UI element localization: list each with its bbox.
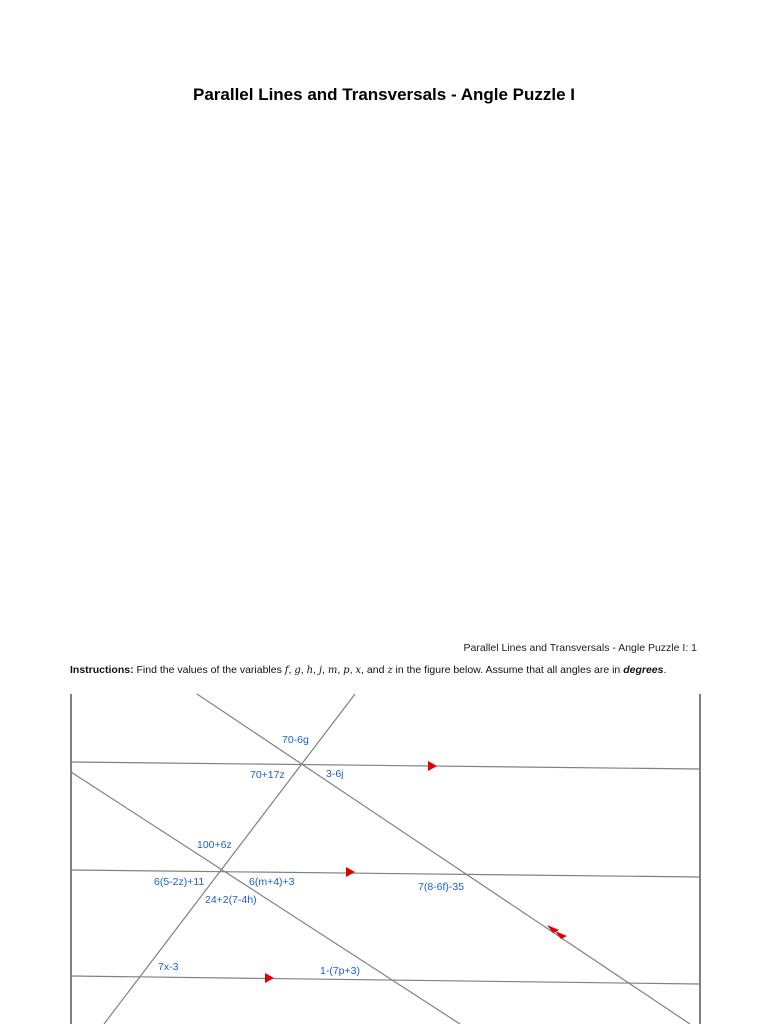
- angle-label-7-8-6f-35: 7(8-6f)-35: [418, 881, 465, 893]
- transversal-steep: [104, 694, 355, 1024]
- parallel-arrow-2: [346, 867, 355, 877]
- angle-label-100-6z: 100+6z: [197, 839, 232, 851]
- variable-j: j: [318, 665, 322, 676]
- variable-p: p: [343, 665, 350, 676]
- instructions-label: Instructions:: [70, 664, 134, 676]
- variable-m: m: [327, 665, 338, 676]
- page-title: Parallel Lines and Transversals - Angle Puzzle I: [192, 85, 576, 104]
- parallel-arrow-3: [265, 973, 274, 983]
- angle-label-6-5-2z-11: 6(5-2z)+11: [154, 876, 205, 888]
- angle-label-6-m4-3: 6(m+4)+3: [249, 876, 295, 888]
- instructions: Instructions: Find the values of the variables f, g, h, j, m, p, x, and z in the figure below. Assume that all angles are in degrees.: [70, 664, 667, 676]
- variable-z: z: [387, 665, 393, 676]
- parallel-line-3: [71, 976, 700, 984]
- transversal-upper-diagonal: [197, 694, 690, 1024]
- angle-label-70-17z: 70+17z: [250, 769, 285, 781]
- variable-g: g: [294, 665, 301, 676]
- variable-f: f: [284, 665, 289, 676]
- transversal-lower-diagonal: [71, 772, 460, 1024]
- instructions-text-before: Find the values of the variables: [136, 664, 282, 676]
- angle-label-24-2-7-4h: 24+2(7-4h): [205, 894, 257, 906]
- angle-label-7x-3: 7x-3: [158, 961, 179, 973]
- angle-figure-svg: [0, 690, 768, 1024]
- angle-label-1-7p3: 1-(7p+3): [320, 965, 360, 977]
- page-header: Parallel Lines and Transversals - Angle Puzzle I: 1: [463, 642, 697, 654]
- parallel-line-1: [71, 762, 700, 769]
- angle-label-70-6g: 70-6g: [282, 734, 309, 746]
- instructions-and: and: [366, 664, 385, 676]
- instructions-end: .: [663, 664, 667, 676]
- angle-figure: [0, 690, 768, 1024]
- parallel-arrow-1: [428, 761, 437, 771]
- instructions-text-after: in the figure below. Assume that all angles are in: [395, 664, 621, 676]
- variable-x: x: [355, 665, 362, 676]
- instructions-emphasis: degrees: [623, 664, 664, 676]
- variable-h: h: [306, 665, 314, 676]
- angle-label-3-6j: 3-6j: [326, 768, 344, 780]
